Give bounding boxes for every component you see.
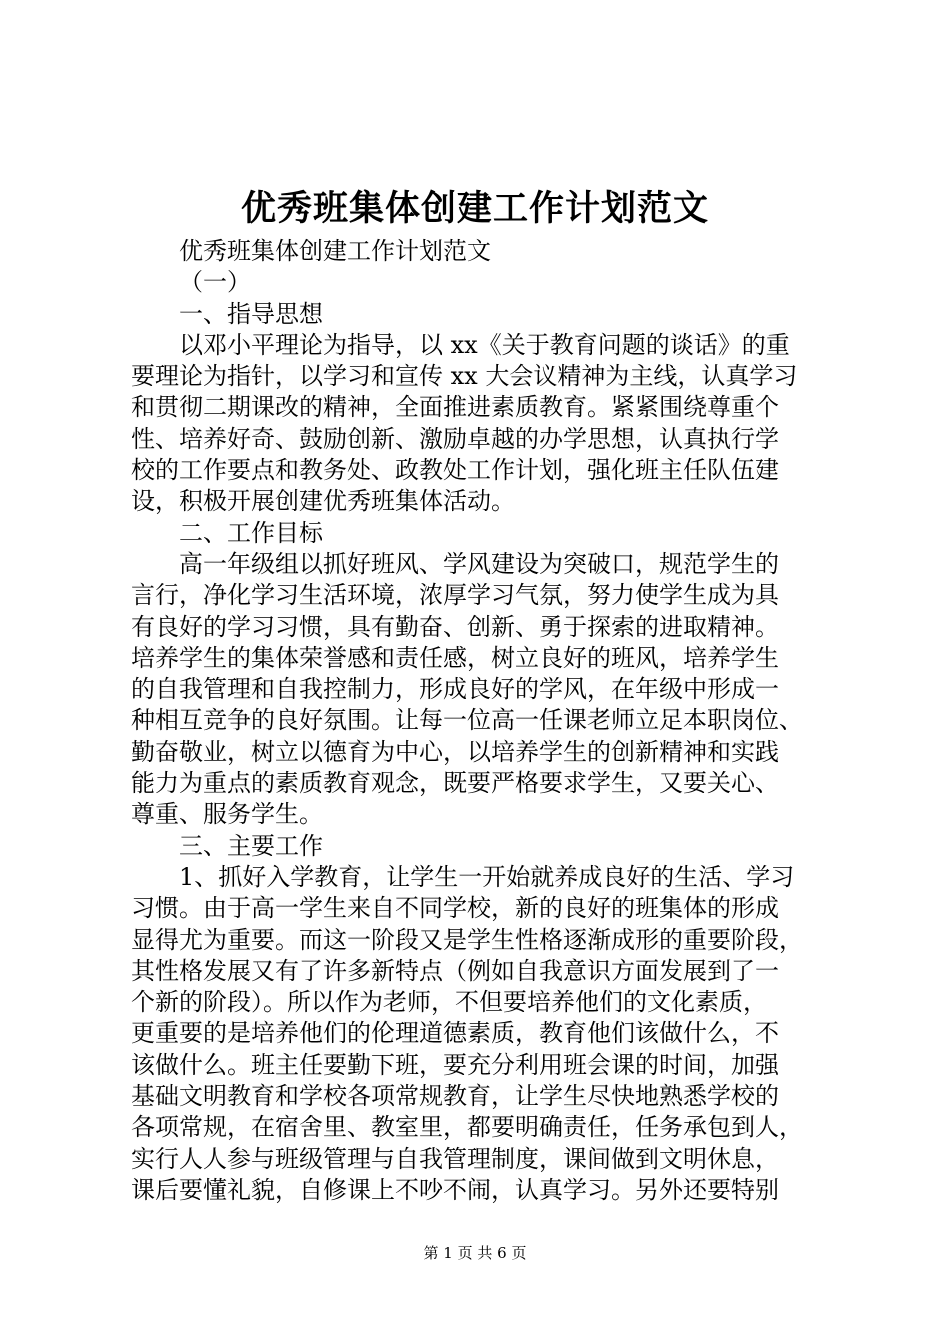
text-line: 个新的阶段）。所以作为老师，不但要培养他们的文化素质， bbox=[131, 988, 767, 1017]
text-line: 其性格发展又有了许多新特点（例如自我意识方面发展到了一 bbox=[131, 956, 779, 985]
text-line: 课后要懂礼貌，自修课上不吵不闹，认真学习。另外还要特别 bbox=[131, 1175, 779, 1204]
text-line: 种相互竞争的良好氛围。让每一位高一任课老师立足本职岗位、 bbox=[131, 706, 803, 735]
text-line: 勤奋敬业，树立以德育为中心，以培养学生的创新精神和实践 bbox=[131, 737, 779, 766]
text-line: 以邓小平理论为指导，以 xx《关于教育问题的谈话》的重 bbox=[179, 330, 790, 359]
page-footer: 第 1 页 共 6 页 bbox=[423, 1244, 527, 1262]
text-line: 二、工作目标 bbox=[179, 518, 323, 547]
text-line: 更重要的是培养他们的伦理道德素质，教育他们该做什么，不 bbox=[131, 1019, 779, 1048]
text-line: 能力为重点的素质教育观念，既要严格要求学生，又要关心、 bbox=[131, 769, 779, 798]
text-line: 基础文明教育和学校各项常规教育，让学生尽快地熟悉学校的 bbox=[131, 1082, 779, 1111]
text-line: 尊重、服务学生。 bbox=[131, 800, 323, 829]
text-line: 各项常规，在宿舍里、教室里，都要明确责任，任务承包到人， bbox=[131, 1113, 803, 1142]
text-line: 要理论为指针，以学习和宣传 xx 大会议精神为主线，认真学习 bbox=[131, 362, 798, 391]
text-line: 实行人人参与班级管理与自我管理制度，课间做到文明休息， bbox=[131, 1144, 779, 1173]
text-line: 优秀班集体创建工作计划范文 bbox=[179, 237, 491, 265]
text-line: 有良好的学习习惯，具有勤奋、创新、勇于探索的进取精神。 bbox=[131, 612, 779, 641]
text-line: 性、培养好奇、鼓励创新、激励卓越的办学思想，认真执行学 bbox=[131, 424, 779, 453]
text-line: 和贯彻二期课改的精神，全面推进素质教育。紧紧围绕尊重个 bbox=[131, 393, 779, 422]
text-line: 1、抓好入学教育，让学生一开始就养成良好的生活、学习 bbox=[179, 862, 795, 891]
text-line: （一） bbox=[179, 268, 251, 297]
text-line: 培养学生的集体荣誉感和责任感，树立良好的班风，培养学生 bbox=[131, 643, 779, 672]
document-title: 优秀班集体创建工作计划范文 bbox=[240, 188, 709, 229]
text-line: 习惯。由于高一学生来自不同学校，新的良好的班集体的形成 bbox=[131, 894, 779, 923]
text-line: 一、指导思想 bbox=[179, 299, 323, 328]
document-body bbox=[131, 236, 831, 1206]
text-line: 的自我管理和自我控制力，形成良好的学风，在年级中形成一 bbox=[131, 675, 779, 704]
text-line: 设，积极开展创建优秀班集体活动。 bbox=[131, 487, 515, 516]
text-line: 三、主要工作 bbox=[179, 831, 323, 860]
text-line: 高一年级组以抓好班风、学风建设为突破口，规范学生的 bbox=[179, 549, 779, 578]
text-line: 言行，净化学习生活环境，浓厚学习气氛，努力使学生成为具 bbox=[131, 581, 779, 610]
text-line: 校的工作要点和教务处、政教处工作计划，强化班主任队伍建 bbox=[131, 456, 779, 485]
text-line: 该做什么。班主任要勤下班，要充分利用班会课的时间，加强 bbox=[131, 1050, 779, 1079]
text-line: 显得尤为重要。而这一阶段又是学生性格逐渐成形的重要阶段， bbox=[131, 925, 803, 954]
